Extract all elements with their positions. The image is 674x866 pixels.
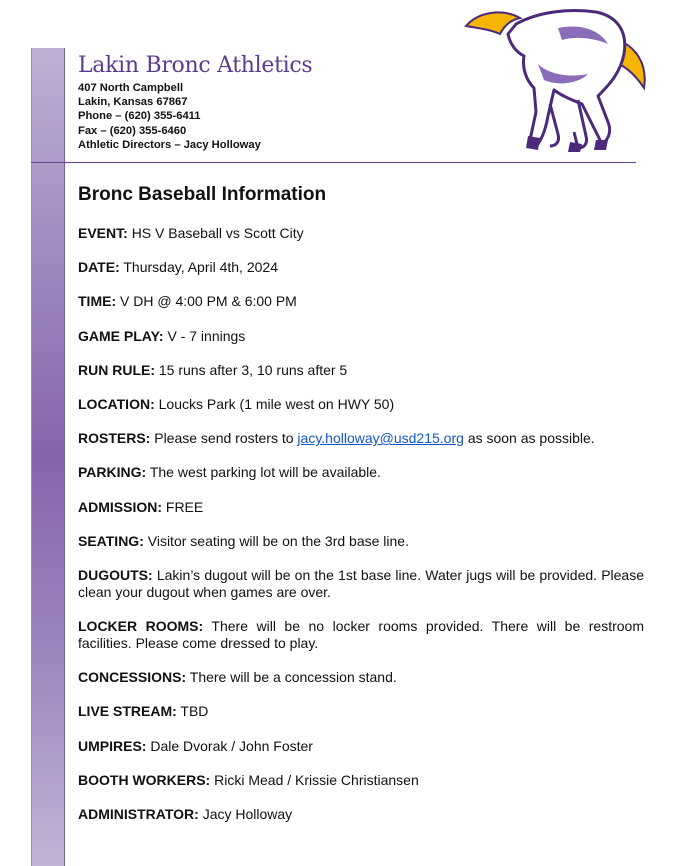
live-stream-label: LIVE STREAM: [78,703,177,720]
location-value: Loucks Park (1 mile west on HWY 50) [158,395,395,412]
time-label: TIME: [78,293,117,310]
game-play-row [78,328,644,345]
header-divider [31,162,636,163]
umpires-label: UMPIRES: [78,737,147,754]
rosters-text-after: as soon as possible. [467,430,595,447]
dugouts-label: DUGOUTS: [78,566,153,583]
date-label: DATE: [78,259,120,276]
address-line-2: Lakin, Kansas 67867 [78,96,188,109]
page-title: Bronc Baseball Information [78,184,327,205]
bronc-horse-logo-icon [458,4,652,152]
umpires-value: Dale Dvorak / John Foster [150,737,313,754]
date-row [78,259,644,276]
run-rule-label: RUN RULE: [78,361,155,378]
address-line-1: 407 North Campbell [78,82,184,94]
info-fields [78,225,644,840]
booth-workers-label: BOOTH WORKERS: [78,771,211,788]
parking-row [78,464,644,481]
seating-value: Visitor seating will be on the 3rd base line. [147,532,409,549]
admission-label: ADMISSION: [78,498,162,515]
event-label: EVENT: [78,225,128,241]
run-rule-value: 15 runs after 3, 10 runs after 5 [158,361,348,378]
time-value: V DH @ 4:00 PM & 6:00 PM [120,293,297,310]
rosters-label: ROSTERS: [78,430,151,447]
locker-rooms-label: LOCKER ROOMS: [78,618,204,635]
rosters-row [78,430,644,447]
umpires-row [78,738,644,755]
administrator-label: ADMINISTRATOR: [78,806,199,822]
administrator-row [78,806,644,823]
contact-block [78,81,261,152]
event-value: HS V Baseball vs Scott City [131,225,304,241]
dugouts-value: Lakin’s dugout will be on the 1st base line. Water jugs will be provided. Please clean your dugout when games are over. [78,566,645,600]
event-row [78,225,644,242]
rosters-email-link[interactable]: jacy.holloway@usd215.org [297,430,464,447]
locker-rooms-value: There will be no locker rooms provided. There will be restroom facilities. Please come dressed to play. [78,618,644,652]
parking-value: The west parking lot will be available. [149,464,381,481]
seating-row [78,533,644,550]
dugouts-row [78,567,644,601]
concessions-label: CONCESSIONS: [78,669,187,686]
concessions-value: There will be a concession stand. [189,669,397,686]
date-value: Thursday, April 4th, 2024 [123,259,278,276]
org-name: Lakin Bronc Athletics [78,53,313,78]
run-rule-row [78,362,644,379]
admission-row [78,499,644,516]
phone-line: Phone – (620) 355-6411 [78,110,201,123]
purple-sidebar-bar [31,48,65,866]
concessions-row [78,669,644,686]
locker-rooms-row [78,618,644,652]
time-row [78,293,644,310]
game-play-value: V - 7 innings [167,327,246,344]
live-stream-row [78,703,644,720]
administrator-value: Jacy Holloway [202,806,293,822]
admission-value: FREE [165,498,204,515]
rosters-text-before: Please send rosters to [154,430,294,447]
booth-workers-value: Ricki Mead / Krissie Christiansen [214,771,419,788]
fax-line: Fax – (620) 355-6460 [78,124,187,137]
seating-label: SEATING: [78,532,144,549]
booth-workers-row [78,772,644,789]
live-stream-value: TBD [180,703,209,720]
location-row [78,396,644,413]
parking-label: PARKING: [78,464,147,481]
location-label: LOCATION: [78,395,155,412]
director-line: Athletic Directors – Jacy Holloway [78,138,261,151]
game-play-label: GAME PLAY: [78,327,164,344]
